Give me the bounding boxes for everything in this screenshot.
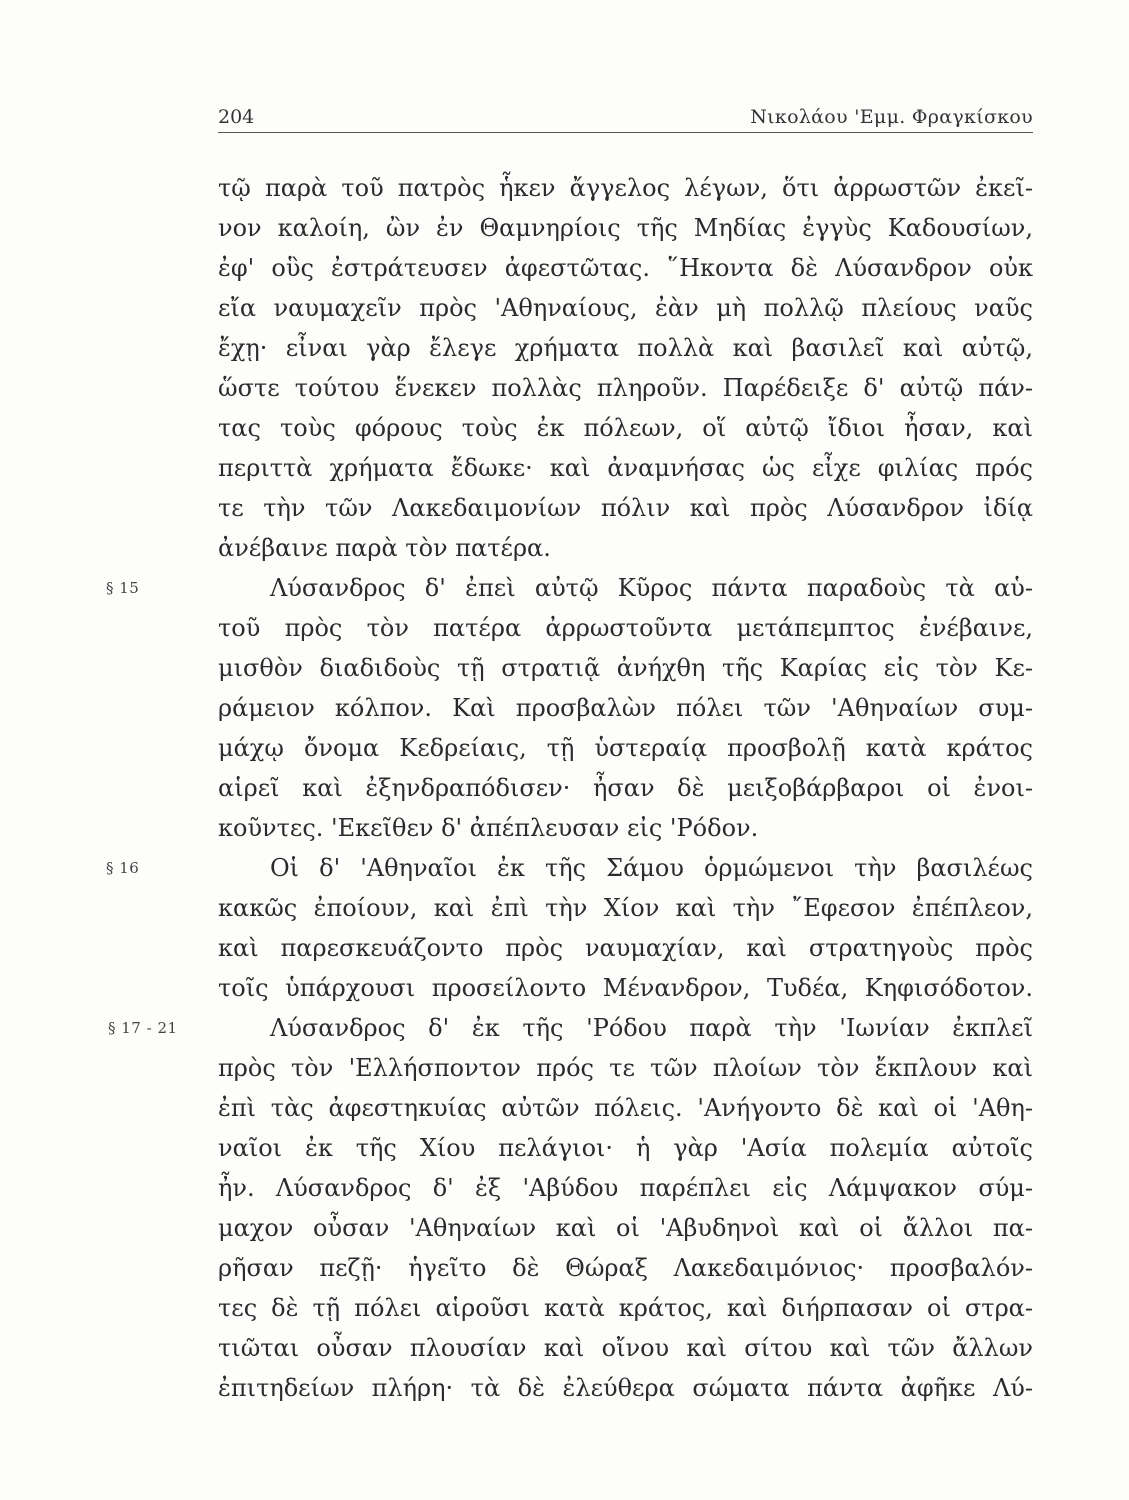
section-marker: § 15 <box>106 579 140 597</box>
text-line: τῷ παρὰ τοῦ πατρὸς ἧκεν ἄγγελος λέγων, ὅτι ἀρρωστῶν ἐκεῖ- <box>218 174 1033 202</box>
running-head: Νικολάου 'Εμμ. Φραγκίσκου <box>750 106 1033 128</box>
text-line-content: Οἱ δ' 'Αθηναῖοι ἐκ τῆς Σάμου ὁρμώμενοι τὴν βασιλέως <box>270 854 1033 882</box>
text-line: ἐπὶ τὰς ἀφεστηκυίας αὐτῶν πόλεις. 'Ανήγοντο δὲ καὶ οἱ 'Αθη- <box>218 1094 1033 1122</box>
text-line: ναῖοι ἐκ τῆς Χίου πελάγιοι· ἡ γὰρ 'Ασία πολεμία αὐτοῖς <box>218 1134 1033 1162</box>
text-line: τοῖς ὑπάρχουσι προσείλοντο Μένανδρον, Τυδέα, Κηφισόδοτον. <box>218 974 1033 1002</box>
section-marker: § 17 - 21 <box>108 1019 178 1037</box>
text-line: ράμειον κόλπον. Καὶ προσβαλὼν πόλει τῶν 'Αθηναίων συμ- <box>218 694 1033 722</box>
paragraph-first-line <box>108 1008 1033 1048</box>
text-line: κακῶς ἐποίουν, καὶ ἐπὶ τὴν Χίον καὶ τὴν ῎Εφεσον ἐπέπλεον, <box>218 894 1033 922</box>
text-line: νον καλοίη, ὢν ἐν Θαμνηρίοις τῆς Μηδίας ἐγγὺς Καδουσίων, <box>218 214 1033 242</box>
text-line-content: Λύσανδρος δ' ἐπεὶ αὐτῷ Κῦρος πάντα παραδοὺς τὰ αὑ- <box>270 574 1033 602</box>
text-line-content: Λύσανδρος δ' ἐκ τῆς 'Ρόδου παρὰ τὴν 'Ιωνίαν ἐκπλεῖ <box>270 1014 1033 1042</box>
body-text <box>106 168 1033 1408</box>
text-line: περιττὰ χρήματα ἔδωκε· καὶ ἀναμνήσας ὡς εἶχε φιλίας πρός <box>218 454 1033 482</box>
page-number: 204 <box>218 106 255 128</box>
text-line: μάχῳ ὄνομα Κεδρείαις, τῇ ὑστεραίᾳ προσβολῇ κατὰ κράτος <box>218 734 1033 762</box>
text-line: ἐφ' οὓς ἐστράτευσεν ἀφεστῶτας. ῞Ηκοντα δὲ Λύσανδρον οὐκ <box>218 254 1033 282</box>
text-line: τοῦ πρὸς τὸν πατέρα ἀρρωστοῦντα μετάπεμπτος ἐνέβαινε, <box>218 614 1033 642</box>
text-line: πρὸς τὸν 'Ελλήσποντον πρός τε τῶν πλοίων τὸν ἔκπλουν καὶ <box>218 1054 1033 1082</box>
text-line: μισθὸν διαδιδοὺς τῇ στρατιᾷ ἀνήχθη τῆς Καρίας εἰς τὸν Κε- <box>218 654 1033 682</box>
text-line: καὶ παρεσκευάζοντο πρὸς ναυμαχίαν, καὶ στρατηγοὺς πρὸς <box>218 934 1033 962</box>
text-line: τες δὲ τῇ πόλει αἱροῦσι κατὰ κράτος, καὶ διήρπασαν οἱ στρα- <box>218 1294 1033 1322</box>
text-line: αἱρεῖ καὶ ἐξηνδραπόδισεν· ἦσαν δὲ μειξοβάρβαροι οἱ ἐνοι- <box>218 774 1033 802</box>
page-header <box>218 106 1033 133</box>
text-line: τας τοὺς φόρους τοὺς ἐκ πόλεων, οἵ αὐτῷ ἴδιοι ἦσαν, καὶ <box>218 414 1033 442</box>
text-line: ἔχῃ· εἶναι γὰρ ἔλεγε χρήματα πολλὰ καὶ βασιλεῖ καὶ αὐτῷ, <box>218 334 1033 362</box>
text-line: ὥστε τούτου ἕνεκεν πολλὰς πληροῦν. Παρέδειξε δ' αὐτῷ πάν- <box>218 374 1033 402</box>
text-line: ἀνέβαινε παρὰ τὸν πατέρα. <box>218 534 551 562</box>
section-marker: § 16 <box>106 859 140 877</box>
text-line: ἐπιτηδείων πλήρη· τὰ δὲ ἐλεύθερα σώματα πάντα ἀφῆκε Λύ- <box>218 1374 1033 1402</box>
text-line: ρῆσαν πεζῇ· ἡγεῖτο δὲ Θώραξ Λακεδαιμόνιος· προσβαλόν- <box>218 1254 1033 1282</box>
text-line: μαχον οὖσαν 'Αθηναίων καὶ οἱ 'Αβυδηνοὶ καὶ οἱ ἄλλοι πα- <box>218 1214 1033 1242</box>
text-line: εἴα ναυμαχεῖν πρὸς 'Αθηναίους, ἐὰν μὴ πολλῷ πλείους ναῦς <box>218 294 1033 322</box>
text-line: κοῦντες. 'Εκεῖθεν δ' ἀπέπλευσαν εἰς 'Ρόδον. <box>218 814 759 842</box>
text-line: τε τὴν τῶν Λακεδαιμονίων πόλιν καὶ πρὸς Λύσανδρον ἰδίᾳ <box>218 494 1033 522</box>
paragraph-first-line <box>106 568 1033 608</box>
paragraph-first-line <box>106 848 1033 888</box>
text-line: ἦν. Λύσανδρος δ' ἐξ 'Αβύδου παρέπλει εἰς Λάμψακον σύμ- <box>218 1174 1033 1202</box>
text-line: τιῶται οὖσαν πλουσίαν καὶ οἴνου καὶ σίτου καὶ τῶν ἄλλων <box>218 1334 1033 1362</box>
